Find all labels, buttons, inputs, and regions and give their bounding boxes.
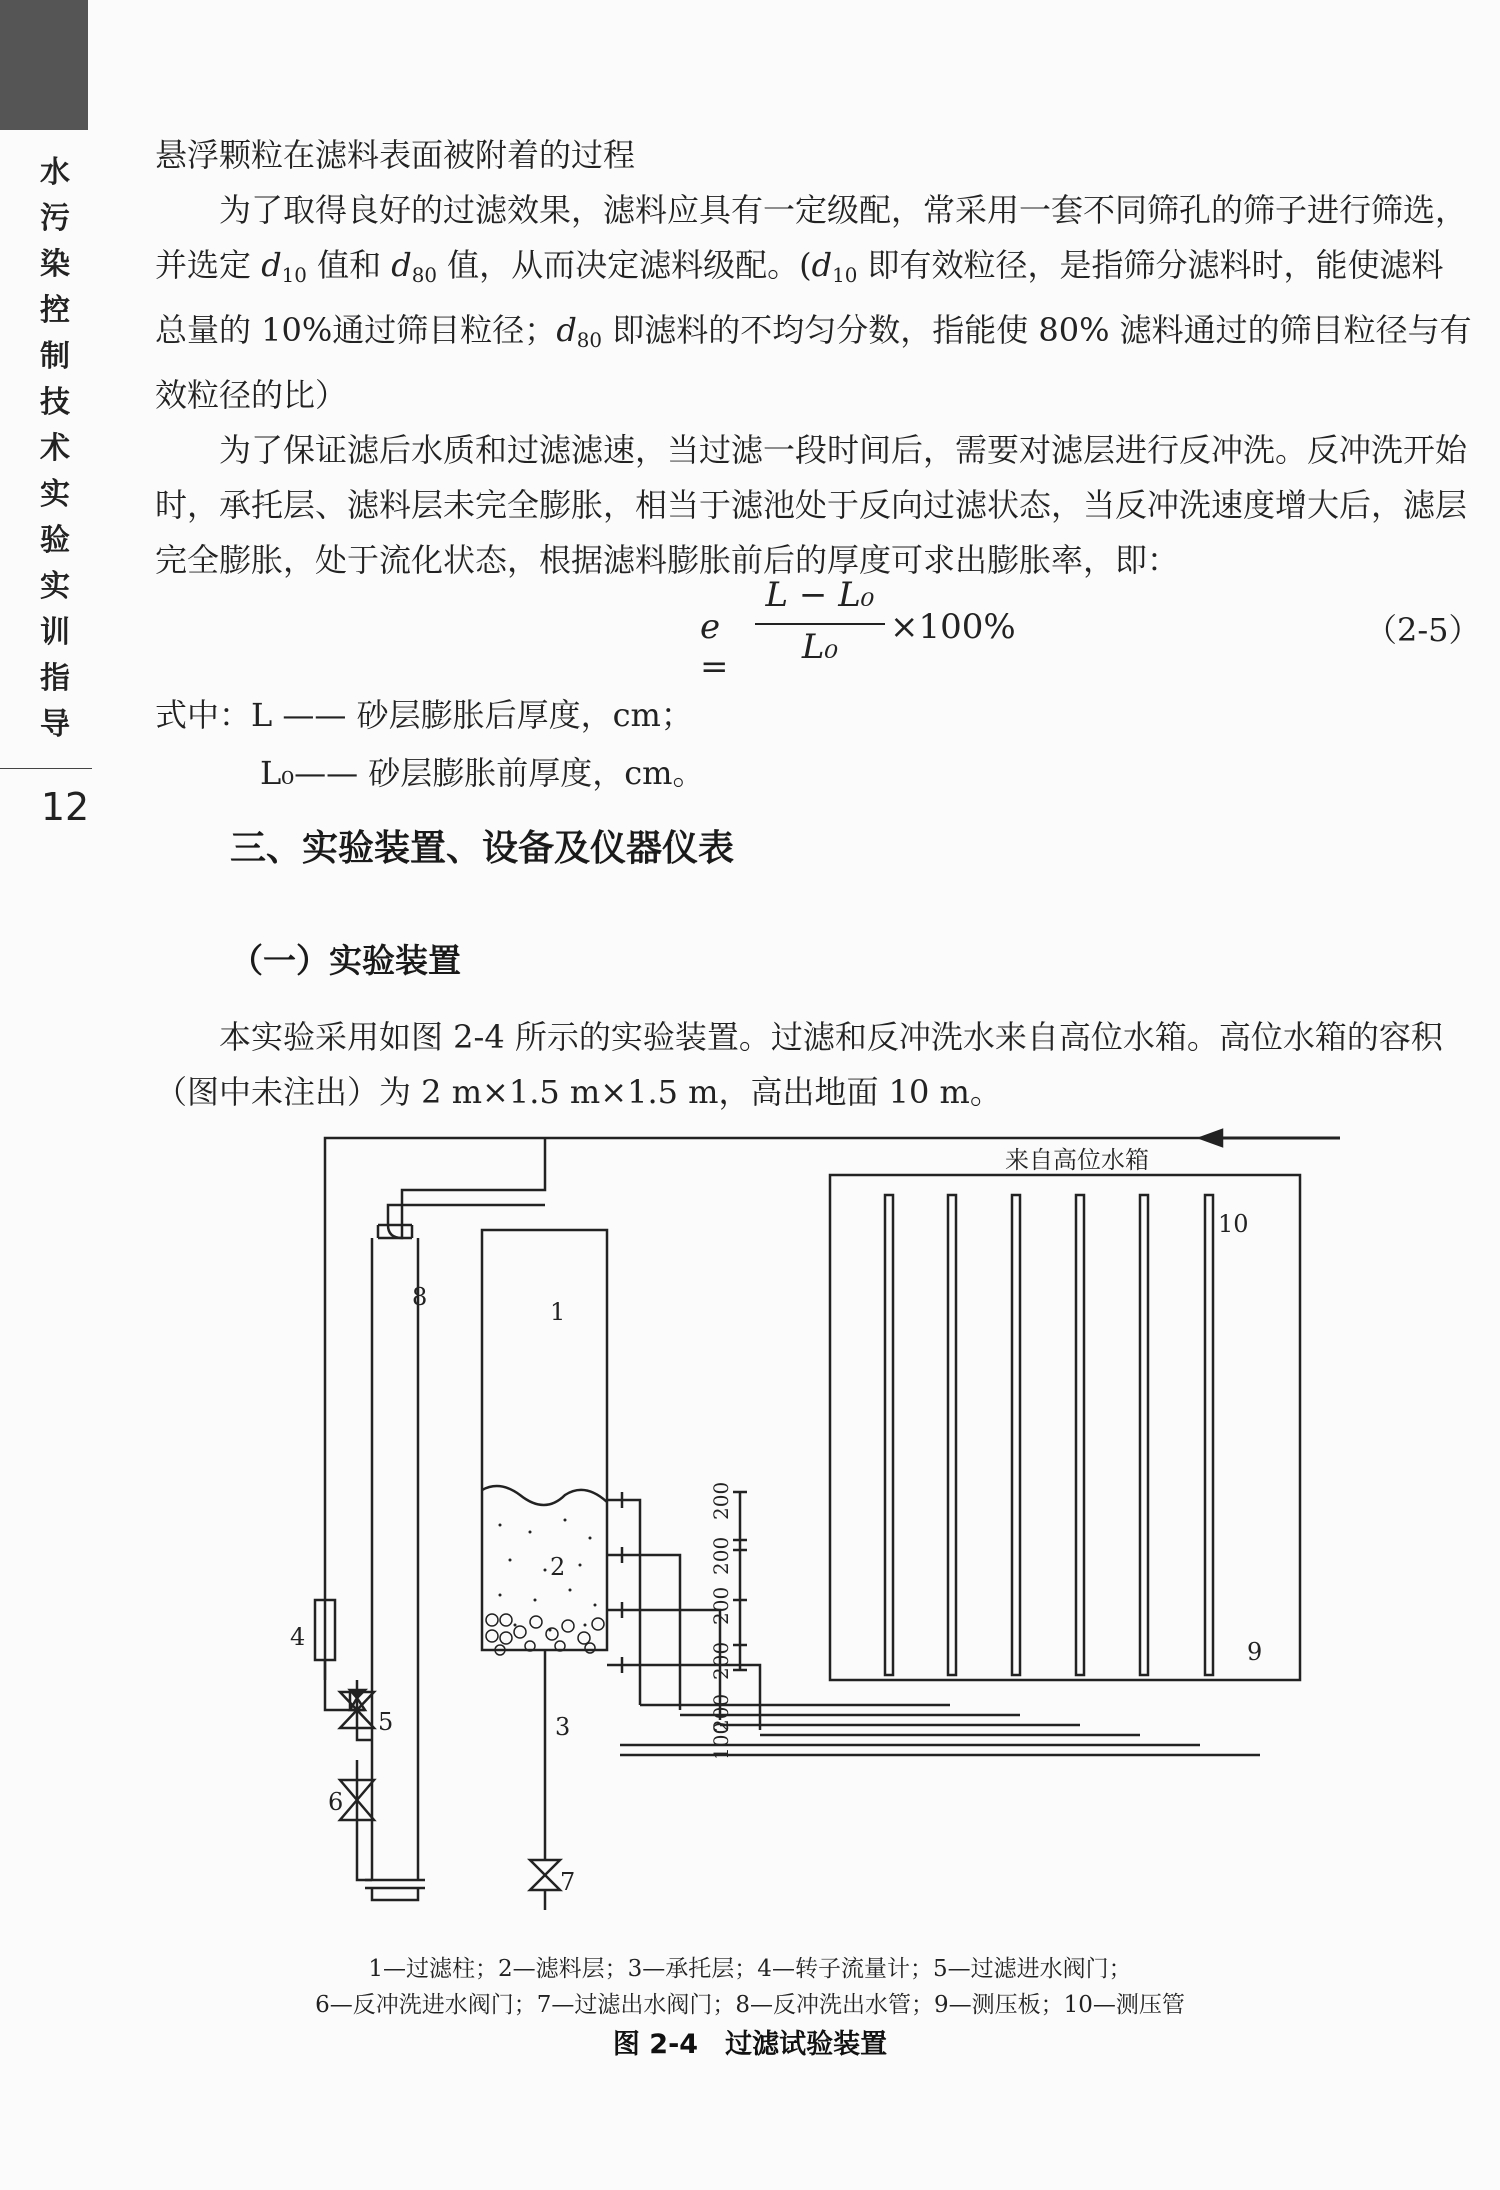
formula-number: （2-5） [1365, 611, 1481, 649]
paragraph: 为了取得良好的过滤效果，滤料应具有一定级配，常采用一套不同筛孔的筛子进行筛选，并选定 $d_{10}$ 值和 $d_{80}$ 值，从而决定滤料级配。($d_{10}$ 即有效粒径，是指筛分滤料时，能使滤料总量的 10%通过筛目粒径；$d_{80}$ 即滤料的不均匀分数，指能使 80% 滤料通过的筛目粒径与有效粒径的比） [155, 191, 1472, 414]
inflow-label: 来自高位水箱 [1005, 1146, 1149, 1174]
side-book-title [0, 150, 110, 748]
side-title-char: 术 [40, 431, 70, 466]
side-title-char: 训 [40, 615, 70, 650]
label-8: 8 [412, 1283, 428, 1311]
body-text [155, 128, 1475, 588]
inflow-arrowhead [1200, 1130, 1222, 1146]
side-title-char: 染 [40, 247, 70, 282]
dim-label: 200 [709, 1536, 733, 1575]
dim-label: 200 [709, 1641, 733, 1680]
side-title-char: 制 [40, 339, 70, 374]
paragraph: 为了保证滤后水质和过滤滤速，当过滤一段时间后，需要对滤层进行反冲洗。反冲洗开始时，承托层、滤料层未完全膨胀，相当于滤池处于反向过滤状态，当反冲洗速度增大后，滤层完全膨胀，处于流化状态，根据滤料膨胀前后的厚度可求出膨胀率，即： [155, 430, 1468, 579]
label-10: 10 [1218, 1210, 1249, 1238]
pressure-taps [607, 1492, 760, 1730]
dim-label: 200 [709, 1586, 733, 1625]
side-title-char: 污 [40, 201, 70, 236]
paragraph: 本实验采用如图 2-4 所示的实验装置。过滤和反冲洗水来自高位水箱。高位水箱的容积（图中未注出）为 2 m×1.5 m×1.5 m，高出地面 10 m。 [155, 1018, 1443, 1111]
label-5: 5 [378, 1708, 394, 1736]
side-title-char: 指 [40, 661, 70, 696]
label-1: 1 [550, 1298, 566, 1326]
valve-7 [530, 1860, 560, 1875]
side-title-char: 技 [40, 385, 70, 420]
media-surface [482, 1486, 607, 1505]
filter-column [482, 1230, 607, 1650]
formula-numerator: L − L₀ [765, 575, 875, 615]
filtration-apparatus-diagram [0, 1120, 1500, 1920]
figure-legend: 6—反冲洗进水阀门；7—过滤出水阀门；8—反冲洗出水管；9—测压板；10—测压管 [315, 1992, 1185, 2018]
piezometer-tubes [885, 1195, 1213, 1675]
paragraph: 悬浮颗粒在滤料表面被附着的过程 [155, 136, 636, 174]
figure-caption: 图 2-4 过滤试验装置 [612, 2029, 888, 2060]
filter-media-dots [499, 1519, 597, 1632]
formula-denominator: L₀ [801, 627, 839, 667]
formula-times: ×100% [890, 607, 1016, 647]
label-4: 4 [290, 1623, 306, 1651]
figure-legend: 1—过滤柱；2—滤料层；3—承托层；4—转子流量计；5—过滤进水阀门； [368, 1956, 1132, 1982]
section-heading: 三、实验装置、设备及仪器仪表 [230, 828, 735, 869]
label-2: 2 [550, 1553, 566, 1581]
side-divider [0, 768, 92, 769]
formula-lhs: e = [700, 607, 729, 687]
where-row: L₀—— 砂层膨胀前厚度，cm。 [260, 754, 705, 792]
dim-label: 200 [709, 1693, 733, 1732]
page-number: 12 [40, 785, 90, 829]
fraction-bar [755, 623, 885, 625]
label-9: 9 [1247, 1638, 1263, 1666]
label-3: 3 [555, 1713, 571, 1741]
side-title-char: 实 [40, 569, 70, 604]
label-6: 6 [328, 1788, 344, 1816]
side-title-char: 水 [40, 155, 70, 190]
where-row: 式中：L —— 砂层膨胀后厚度，cm； [155, 696, 693, 734]
side-title-char: 导 [40, 707, 70, 742]
measuring-board [830, 1175, 1300, 1680]
dim-label: 100 [709, 1721, 733, 1760]
supply-pipe [325, 1138, 1340, 1680]
subsection-heading: （一）实验装置 [230, 941, 461, 980]
dim-label: 200 [709, 1481, 733, 1520]
formula-legend [155, 686, 705, 802]
side-title-char: 验 [40, 523, 70, 558]
side-title-char: 实 [40, 477, 70, 512]
side-title-char: 控 [40, 293, 70, 328]
label-7: 7 [560, 1868, 576, 1896]
backwash-outlet-pipe [372, 1238, 418, 1880]
side-tab-block [0, 0, 88, 130]
body-text [155, 1010, 1475, 1120]
